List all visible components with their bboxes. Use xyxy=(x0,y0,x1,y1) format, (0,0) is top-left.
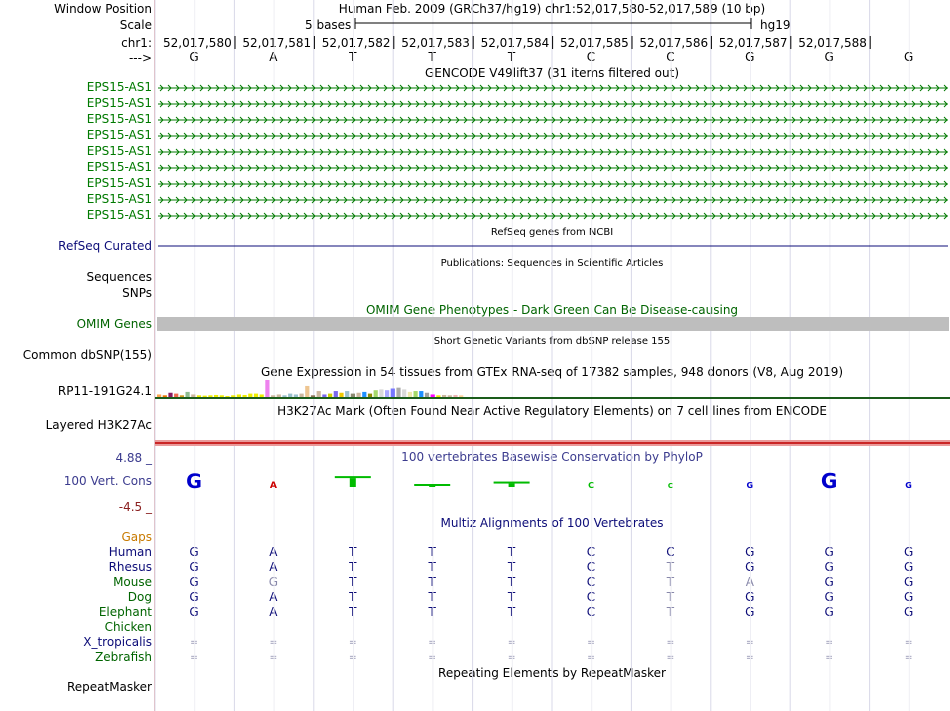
ruler-coordinate: 52,017,588 xyxy=(798,36,867,50)
alignment-base: T xyxy=(507,605,516,619)
gtex-tissue-bar xyxy=(414,391,418,397)
strand-label: ---> xyxy=(128,51,152,65)
gtex-tissue-bar xyxy=(322,394,326,397)
window-position-label: Window Position xyxy=(54,2,152,16)
alignment-base: G xyxy=(268,575,279,589)
alignment-base: G xyxy=(189,575,199,589)
conservation-title[interactable]: 100 vertebrates Basewise Conservation by PhyloP xyxy=(401,450,703,464)
ruler-base: C xyxy=(586,50,596,64)
ruler-base: G xyxy=(745,50,755,64)
species-label[interactable]: Chicken xyxy=(104,620,152,634)
ruler-coordinate: 52,017,582 xyxy=(321,36,391,50)
ruler-coordinate: 52,017,587 xyxy=(718,36,788,50)
gtex-tissue-bar xyxy=(265,380,269,397)
gencode-item-label[interactable]: EPS15-AS1 xyxy=(86,144,152,158)
gtex-tissue-bar xyxy=(396,388,400,397)
gencode-item-label[interactable]: EPS15-AS1 xyxy=(86,160,152,174)
alignment-base: G xyxy=(903,560,914,574)
gencode-item-label[interactable]: EPS15-AS1 xyxy=(86,112,152,126)
gtex-tissue-bar xyxy=(442,395,446,397)
gtex-tissue-bar xyxy=(214,395,218,397)
repeatmasker-title[interactable]: Repeating Elements by RepeatMasker xyxy=(438,666,666,680)
species-label[interactable]: X_tropicalis xyxy=(83,635,152,649)
publications-title[interactable]: Publications: Sequences in Scientific Articles xyxy=(440,258,664,269)
gencode-item-label[interactable]: EPS15-AS1 xyxy=(86,208,152,222)
alignment-base: G xyxy=(903,590,914,604)
alignment-base: T xyxy=(349,575,357,589)
gencode-item-label[interactable]: EPS15-AS1 xyxy=(86,128,152,142)
conservation-T-stem xyxy=(429,486,435,487)
gtex-tissue-bar xyxy=(260,394,264,397)
multiz-title[interactable]: Multiz Alignments of 100 Vertebrates xyxy=(440,516,664,530)
gaps-label[interactable]: Gaps xyxy=(121,530,152,544)
gtex-tissue-bar xyxy=(408,392,412,397)
window-position-value: Human Feb. 2009 (GRCh37/hg19) chr1:52,017,580-52,017,589 (10 bp) xyxy=(338,2,766,16)
gtex-title[interactable]: Gene Expression in 54 tissues from GTEx RNA-seq of 17382 samples, 948 donors (V8, Aug 2019) xyxy=(260,365,844,379)
alignment-base: T xyxy=(666,590,675,604)
gtex-tissue-bar xyxy=(305,386,309,397)
gtex-tissue-bar xyxy=(271,395,275,397)
gtex-tissue-bar xyxy=(419,391,423,397)
alignment-base: T xyxy=(666,575,675,589)
gtex-tissue-bar xyxy=(436,395,440,397)
alignment-base: T xyxy=(428,575,436,589)
gtex-tissue-bar xyxy=(379,389,383,397)
gtex-tissue-bar xyxy=(317,391,321,397)
gtex-tissue-bar xyxy=(385,390,389,397)
gtex-tissue-bar xyxy=(374,390,378,397)
alignment-base: G xyxy=(745,560,755,574)
alignment-base: = xyxy=(904,638,913,648)
gtex-tissue-bar xyxy=(334,391,338,397)
alignment-base: = xyxy=(269,653,278,663)
gtex-tissue-bar xyxy=(391,389,395,398)
conservation-base-glyph: G xyxy=(186,470,202,493)
gencode-title[interactable]: GENCODE V49lift37 (31 items filtered out) xyxy=(424,66,680,80)
species-label[interactable]: Mouse xyxy=(113,575,152,589)
ruler-base: T xyxy=(428,50,436,64)
conservation-T-bar xyxy=(414,484,450,486)
gtex-tissue-bar xyxy=(459,395,463,397)
scale-assembly: hg19 xyxy=(760,18,791,32)
ruler-coordinate: 52,017,586 xyxy=(639,36,709,50)
alignment-base: = xyxy=(666,653,675,663)
gtex-tissue-bar xyxy=(174,394,178,397)
alignment-base: C xyxy=(586,590,596,604)
alignment-base: G xyxy=(189,590,199,604)
gtex-tissue-bar xyxy=(243,395,247,397)
gtex-tissue-bar xyxy=(254,394,258,397)
alignment-base: C xyxy=(586,560,596,574)
alignment-base: G xyxy=(745,590,755,604)
alignment-base: = xyxy=(904,653,913,663)
alignment-base: A xyxy=(269,560,278,574)
gencode-item-label[interactable]: EPS15-AS1 xyxy=(86,96,152,110)
alignment-base: G xyxy=(189,545,199,559)
gtex-tissue-bar xyxy=(248,394,252,397)
gtex-tissue-bar xyxy=(288,394,292,397)
alignment-base: G xyxy=(903,545,914,559)
gtex-tissue-bar xyxy=(191,394,195,397)
ruler-base: C xyxy=(666,50,675,64)
conservation-min-label: -4.5 _ xyxy=(118,500,152,514)
conservation-T-stem xyxy=(350,478,356,487)
species-label[interactable]: Human xyxy=(108,545,152,559)
alignment-base: C xyxy=(586,545,596,559)
gtex-tissue-bar xyxy=(208,395,212,397)
alignment-base: G xyxy=(824,590,834,604)
gtex-tissue-bar xyxy=(294,394,298,397)
alignment-base: = xyxy=(349,638,357,648)
alignment-base: = xyxy=(587,638,595,648)
alignment-base: T xyxy=(428,545,436,559)
gtex-tissue-bar xyxy=(345,391,349,397)
alignment-base: C xyxy=(666,545,675,559)
conservation-max-label: 4.88 _ xyxy=(115,451,152,465)
gtex-tissue-bar xyxy=(453,395,457,397)
h3k27ac-title[interactable]: H3K27Ac Mark (Often Found Near Active Regulatory Elements) on 7 cell lines from ENCODE xyxy=(277,404,827,418)
gtex-tissue-bar xyxy=(197,395,201,397)
alignment-base: T xyxy=(349,590,357,604)
alignment-base: = xyxy=(349,653,357,663)
gtex-tissue-bar xyxy=(425,393,429,397)
gtex-tissue-bar xyxy=(448,395,452,397)
gtex-tissue-bar xyxy=(351,394,355,397)
gtex-tissue-bar xyxy=(237,394,241,397)
alignment-base: = xyxy=(825,638,833,648)
alignment-base: = xyxy=(428,638,436,648)
omim-gene-bar xyxy=(157,317,949,331)
gtex-tissue-bar xyxy=(431,394,435,397)
conservation-T-bar xyxy=(335,476,371,478)
alignment-base: A xyxy=(745,575,754,589)
ruler-coordinate: 52,017,585 xyxy=(560,36,629,50)
scale-bases: 5 bases xyxy=(305,18,352,32)
gtex-gene-label[interactable]: RP11-191G24.1 xyxy=(57,384,152,398)
alignment-base: T xyxy=(507,560,516,574)
alignment-base: = xyxy=(190,638,198,648)
repeatmasker-label[interactable]: RepeatMasker xyxy=(66,680,152,694)
species-label[interactable]: Rhesus xyxy=(108,560,152,574)
alignment-base: T xyxy=(428,560,436,574)
gencode-item-label[interactable]: EPS15-AS1 xyxy=(86,192,152,206)
alignment-base: G xyxy=(745,605,755,619)
gtex-tissue-bar xyxy=(282,395,286,397)
alignment-base: G xyxy=(824,545,834,559)
ruler-coordinate: 52,017,581 xyxy=(242,36,312,50)
alignment-base: G xyxy=(745,545,755,559)
alignment-base: G xyxy=(824,605,834,619)
species-label[interactable]: Elephant xyxy=(98,605,152,619)
alignment-base: T xyxy=(666,560,675,574)
scale-label: Scale xyxy=(119,18,152,32)
gtex-tissue-bar xyxy=(180,395,184,397)
alignment-base: A xyxy=(269,605,278,619)
alignment-base: T xyxy=(428,605,436,619)
species-label[interactable]: Dog xyxy=(127,590,152,604)
gtex-tissue-bar xyxy=(328,394,332,397)
dbsnp-label[interactable]: Common dbSNP(155) xyxy=(22,348,152,362)
alignment-base: G xyxy=(903,605,914,619)
alignment-base: C xyxy=(586,605,596,619)
ruler-base: T xyxy=(349,50,357,64)
gtex-tissue-bar xyxy=(225,396,229,397)
gencode-item-label[interactable]: EPS15-AS1 xyxy=(86,80,152,94)
conservation-T-stem xyxy=(509,484,515,487)
gtex-tissue-bar xyxy=(168,393,172,397)
alignment-base: T xyxy=(507,545,516,559)
alignment-base: T xyxy=(507,575,516,589)
conservation-base-glyph: C xyxy=(667,482,673,490)
alignment-base: T xyxy=(507,590,516,604)
alignment-base: = xyxy=(666,638,675,648)
alignment-base: C xyxy=(586,575,596,589)
ruler-base: G xyxy=(189,50,199,64)
gtex-tissue-bar xyxy=(157,394,161,397)
chrom-label: chr1: xyxy=(121,36,152,50)
ruler-base: A xyxy=(269,50,278,64)
alignment-base: T xyxy=(666,605,675,619)
alignment-base: G xyxy=(189,560,199,574)
gtex-tissue-bar xyxy=(339,393,343,397)
alignment-base: = xyxy=(269,638,278,648)
gtex-tissue-bar xyxy=(402,389,406,397)
alignment-base: T xyxy=(428,590,436,604)
ruler-coordinate: 52,017,584 xyxy=(480,36,550,50)
alignment-base: = xyxy=(746,653,754,663)
refseq-label[interactable]: RefSeq Curated xyxy=(58,239,152,253)
species-label[interactable]: Zebrafish xyxy=(95,650,152,664)
alignment-base: = xyxy=(587,653,595,663)
conservation-base-glyph: A xyxy=(269,480,277,491)
alignment-base: A xyxy=(269,590,278,604)
gtex-tissue-bar xyxy=(311,395,315,397)
ruler-base: G xyxy=(903,50,914,64)
alignment-base: T xyxy=(349,560,357,574)
alignment-base: = xyxy=(507,653,516,663)
gtex-tissue-bar xyxy=(231,395,235,397)
gtex-tissue-bar xyxy=(220,395,224,397)
alignment-base: T xyxy=(349,545,357,559)
alignment-base: G xyxy=(824,575,834,589)
gtex-tissue-bar xyxy=(357,393,361,397)
gtex-tissue-bar xyxy=(186,392,190,397)
ruler-base: G xyxy=(824,50,834,64)
alignment-base: = xyxy=(507,638,516,648)
alignment-base: G xyxy=(824,560,834,574)
ruler-coordinate: 52,017,580 xyxy=(163,36,232,50)
alignment-base: T xyxy=(349,605,357,619)
alignment-base: = xyxy=(746,638,754,648)
alignment-base: = xyxy=(428,653,436,663)
dbsnp-title[interactable]: Short Genetic Variants from dbSNP release 155 xyxy=(433,336,671,347)
omim-label[interactable]: OMIM Genes xyxy=(76,317,152,331)
alignment-base: G xyxy=(189,605,199,619)
conservation-label[interactable]: 100 Vert. Cons xyxy=(63,474,152,488)
ruler-coordinate: 52,017,583 xyxy=(401,36,470,50)
refseq-title[interactable]: RefSeq genes from NCBI xyxy=(490,227,614,238)
snps-label[interactable]: SNPs xyxy=(122,286,152,300)
conservation-T-bar xyxy=(494,482,530,484)
gtex-tissue-bar xyxy=(163,395,167,397)
gtex-tissue-bar xyxy=(300,394,304,397)
gtex-tissue-bar xyxy=(362,392,366,397)
alignment-base: = xyxy=(825,653,833,663)
alignment-base: G xyxy=(903,575,914,589)
h3k27ac-label[interactable]: Layered H3K27Ac xyxy=(45,418,152,432)
gtex-tissue-bar xyxy=(368,394,372,397)
conservation-base-glyph: G xyxy=(905,481,912,490)
gencode-item-label[interactable]: EPS15-AS1 xyxy=(86,176,152,190)
gtex-tissue-bar xyxy=(203,396,207,397)
conservation-base-glyph: G xyxy=(820,469,838,493)
conservation-base-glyph: G xyxy=(746,481,754,490)
alignment-base: = xyxy=(190,653,198,663)
gtex-tissue-bar xyxy=(277,394,281,397)
conservation-base-glyph: C xyxy=(588,481,594,490)
ruler-base: T xyxy=(507,50,516,64)
alignment-base: A xyxy=(269,545,278,559)
omim-title[interactable]: OMIM Gene Phenotypes - Dark Green Can Be Disease-causing xyxy=(365,303,739,317)
sequences-label[interactable]: Sequences xyxy=(86,270,152,284)
